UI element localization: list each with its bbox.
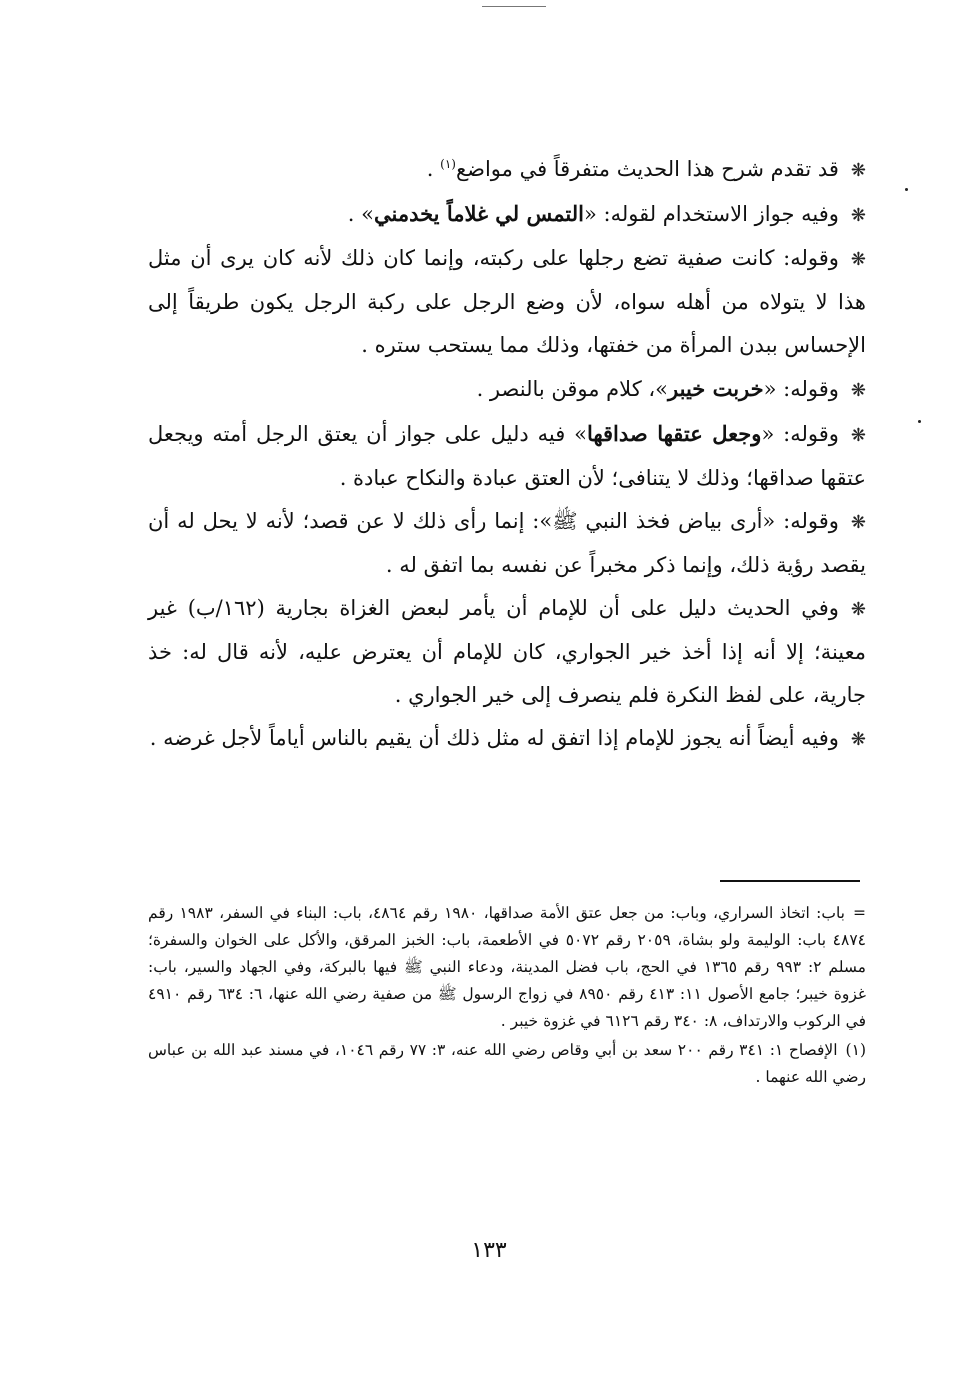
hadith-quote: خربت خيبر: [668, 376, 764, 401]
paragraph-6: ❋وقوله: «أرى بياض فخذ النبي ﷺ»: إنما رأى ذلك لا عن قصد؛ لأنه لا يحل له أن يقصد رؤية ذلك، وإنما ذكر مخبراً عن نفسه بما اتفق له .: [148, 509, 866, 577]
paragraph-8: ❋وفيه أيضاً أنه يجوز للإمام إذا اتفق له مثل ذلك أن يقيم بالناس أياماً لأجل غرضه .: [149, 726, 866, 750]
star-bullet-icon: ❋: [850, 160, 866, 181]
footnote-marker: =: [853, 904, 866, 922]
paragraph-7: ❋وفي الحديث دليل على أن للإمام أن يأمر لبعض الغزاة بجارية (١٦٢/ب) غير معينة؛ إلا أنه إذا أخذ خير الجواري، كان للإمام أن يعترض عليه، لأنه قال له: خذ جارية، على لفظ النكرة فلم ينصرف إلى خير الجواري .: [148, 596, 867, 707]
footnotes: [148, 900, 866, 1093]
star-bullet-icon: ❋: [850, 249, 866, 270]
footnote-1: (١)الإفصاح ١: ٣٤١ رقم ٢٠٠ سعد بن أبي وقاص رضي الله عنه، ٣: ٧٧ رقم ١٠٤٦، في مسند عبد الله بن عباس رضي الله عنهما .: [148, 1041, 866, 1086]
paragraph-4: ❋وقوله: «خربت خيبر»، كلام موقن بالنصر .: [476, 376, 866, 401]
scan-speck: [905, 188, 908, 191]
main-text: [148, 148, 866, 761]
page-number: ١٣٣: [471, 1238, 507, 1263]
footnote-separator: [720, 880, 860, 882]
paragraph-3: ❋وقوله: كانت صفية تضع رجلها على ركبته، وإنما كان ذلك لأنه كان يرى أن مثل هذا لا يتولاه من أهله سواه، لأن وضع الرجل على ركبة الرجل يكون طريقاً إلى الإحساس ببدن المرأة من خفتها، وذلك مما يستحب ستره .: [148, 246, 866, 357]
paragraph-5: ❋وقوله: «وجعل عتقها صداقها» فيه دليل على جواز أن يعتق الرجل أمته ويجعل عتقها صداقها؛ وذلك لا يتنافى؛ لأن العتق عبادة والنكاح عبادة .: [148, 421, 866, 490]
star-bullet-icon: ❋: [850, 512, 866, 533]
star-bullet-icon: ❋: [850, 599, 866, 620]
footnote-ref[interactable]: (١): [440, 157, 456, 171]
footnote-continued: =باب: اتخاذ السراري، وباب: من جعل عتق الأمة صداقها، ١٩٨٠ رقم ٤٨٦٤، باب: البناء في السفر، ١٩٨٣ رقم ٤٨٧٤ باب: الوليمة ولو بشاة، ٢٠٥٩ رقم ٥٠٧٢ في الأطعمة، باب: الخبز المرقق، والأكل على الخوان والسفرة؛ مسلم ٢: ٩٩٣ رقم ١٣٦٥ في الحج، باب فضل المدينة، ودعاء النبي ﷺ فيها بالبركة، وفي الجهاد والسير، باب: غزوة خيبر؛ جامع الأصول ١١: ٤١٣ رقم ٨٩٥٠ في زواج الرسول ﷺ من صفية رضي الله عنها، ٦: ٦٣٤ رقم ٤٩١٠ في الركوب والارتداف، ٨: ٣٤٠ رقم ٦١٢٦ في غزوة خيبر .: [148, 904, 866, 1030]
star-bullet-icon: ❋: [850, 425, 866, 446]
paragraph-1: ❋قد تقدم شرح هذا الحديث متفرقاً في مواضع$^{(١)}$ .: [426, 157, 866, 181]
top-rule: [482, 6, 546, 7]
paragraph-2: ❋وفيه جواز الاستخدام لقوله: «التمس لي غلاماً يخدمني» .: [347, 201, 866, 226]
scan-speck: [918, 420, 921, 423]
hadith-quote: التمس لي غلاماً يخدمني: [374, 201, 584, 226]
star-bullet-icon: ❋: [850, 380, 866, 401]
footnote-marker: (١): [845, 1041, 866, 1059]
hadith-quote: وجعل عتقها صداقها: [586, 421, 762, 446]
star-bullet-icon: ❋: [850, 205, 866, 226]
star-bullet-icon: ❋: [850, 729, 866, 750]
